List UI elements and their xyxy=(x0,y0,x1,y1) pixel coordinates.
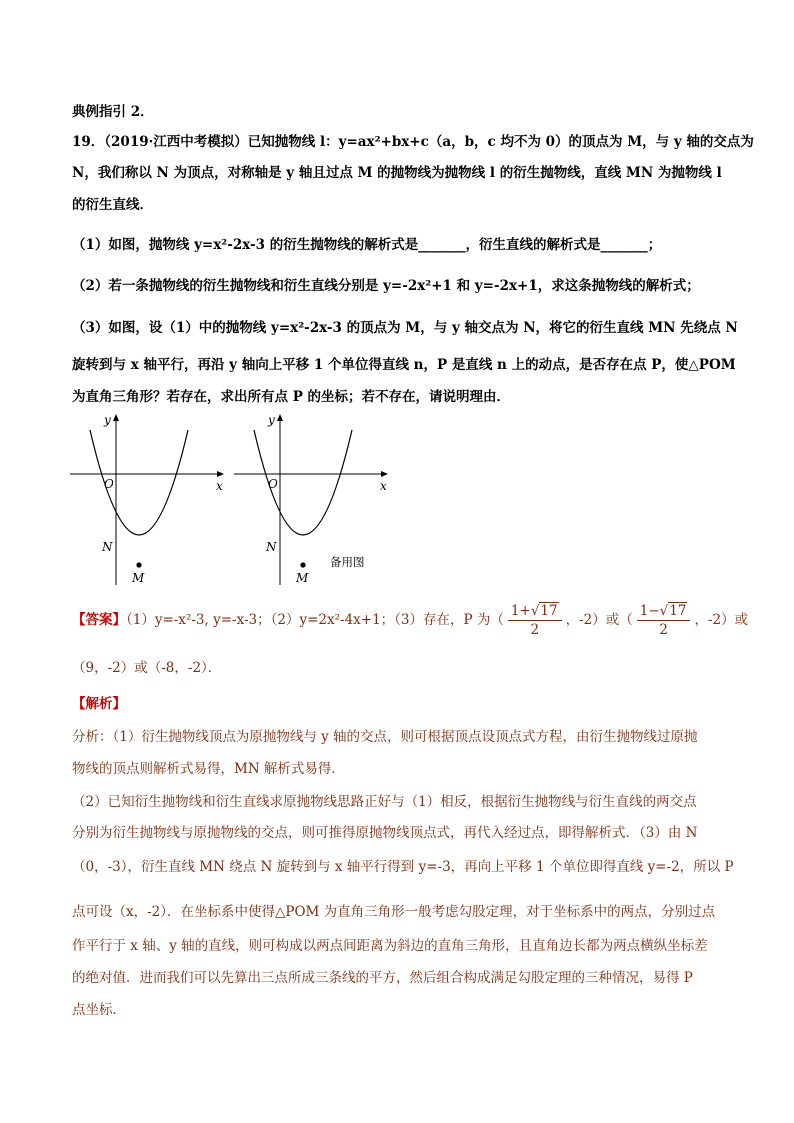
origin-label: O xyxy=(268,477,278,491)
spare-figure-caption: 备用图 xyxy=(330,555,365,569)
analysis-line-3: （2）已知衍生抛物线和衍生直线求原抛物线思路正好与（1）相反，根据衍生抛物线与衍生直线的两交点 xyxy=(72,794,697,810)
analysis-line-7: 作平行于 x 轴、y 轴的直线，则可构成以两点间距离为斜边的直角三角形，且直角边长都为两点横纵坐标差 xyxy=(72,938,708,954)
question-2: （2）若一条抛物线的衍生抛物线和衍生直线分别是 y=-2x²+1 和 y=-2x+1，求这条抛物线的解析式； xyxy=(72,278,700,294)
answer-mid-2: ，-2）或 xyxy=(694,612,749,628)
problem-line-1: 19．（2019·江西中考模拟）已知抛物线 l：y=ax²+bx+c（a，b，c 均不为 0）的顶点为 M，与 y 轴的交点为 xyxy=(72,134,754,150)
answer-tag: 【答案】 xyxy=(72,612,126,628)
analysis-line-9: 点坐标． xyxy=(72,1002,126,1018)
point-n-label: N xyxy=(102,540,113,554)
problem-line-3: 的衍生直线． xyxy=(72,197,153,213)
analysis-line-2: 物线的顶点则解析式易得，MN 解析式易得． xyxy=(72,761,345,777)
fraction-2: $\frac{1-√17}{2}$ xyxy=(637,602,691,639)
question-3-line-3: 为直角三角形？若存在，求出所有点 P 的坐标；若不存在，请说明理由． xyxy=(72,389,511,405)
parabola-figure-1 xyxy=(66,410,236,590)
answer-part-1: （1）y=-x²-3, y=-x-3；（2）y=2x²-4x+1；（3）存在，P 为（ xyxy=(126,612,504,628)
question-1: （1）如图，抛物线 y=x²-2x-3 的衍生抛物线的解析式是_______，衍生直线的解析式是_______； xyxy=(72,237,662,253)
analysis-line-1: 分析：（1）衍生抛物线顶点为原抛物线与 y 轴的交点，则可根据顶点设顶点式方程，由衍生抛物线过原抛 xyxy=(72,729,698,745)
analysis-line-5: （0，-3），衍生直线 MN 绕点 N 旋转到与 x 轴平行得到 y=-3，再向上平移 1 个单位即得直线 y=-2，所以 P xyxy=(72,859,734,875)
answer-mid-1: ，-2）或（ xyxy=(565,612,633,628)
question-3-line-2: 旋转到与 x 轴平行，再沿 y 轴向上平移 1 个单位得直线 n，P 是直线 n 上的动点，是否存在点 P，使△POM xyxy=(72,357,736,373)
parabola-figure-2-spare xyxy=(230,410,400,590)
origin-label: O xyxy=(104,477,114,491)
y-axis-label: y xyxy=(268,413,275,427)
analysis-line-4: 分别为衍生抛物线与原抛物线的交点，则可推得原抛物线顶点式，再代入经过点，即得解析式．（3）由 N xyxy=(72,825,698,841)
problem-line-2: N，我们称以 N 为顶点，对称轴是 y 轴且过点 M 的抛物线为抛物线 l 的衍生抛物线，直线 MN 为抛物线 l xyxy=(72,165,722,181)
x-axis-label: x xyxy=(216,479,223,493)
fraction-1: $\frac{1+√17}{2}$ xyxy=(508,602,562,639)
answer-line-2: （9，-2）或（-8，-2）． xyxy=(72,660,222,676)
point-m-label: M xyxy=(132,571,145,585)
x-axis-label: x xyxy=(380,479,387,493)
point-n-label: N xyxy=(266,540,277,554)
section-heading: 典例指引 2． xyxy=(72,104,154,120)
analysis-line-6: 点可设（x，-2）．在坐标系中使得△POM 为直角三角形一般考虑勾股定理，对于坐标系中的两点，分别过点 xyxy=(72,904,716,920)
y-axis-label: y xyxy=(104,413,111,427)
answer-line-1 xyxy=(72,600,748,640)
analysis-tag: 【解析】 xyxy=(72,696,126,712)
point-m-label: M xyxy=(296,571,309,585)
analysis-line-8: 的绝对值．进而我们可以先算出三点所成三条线的平方，然后组合构成满足勾股定理的三种情况，易得 P xyxy=(72,970,693,986)
question-3-line-1: （3）如图，设（1）中的抛物线 y=x²-2x-3 的顶点为 M，与 y 轴交点为 N，将它的衍生直线 MN 先绕点 N xyxy=(72,320,738,336)
